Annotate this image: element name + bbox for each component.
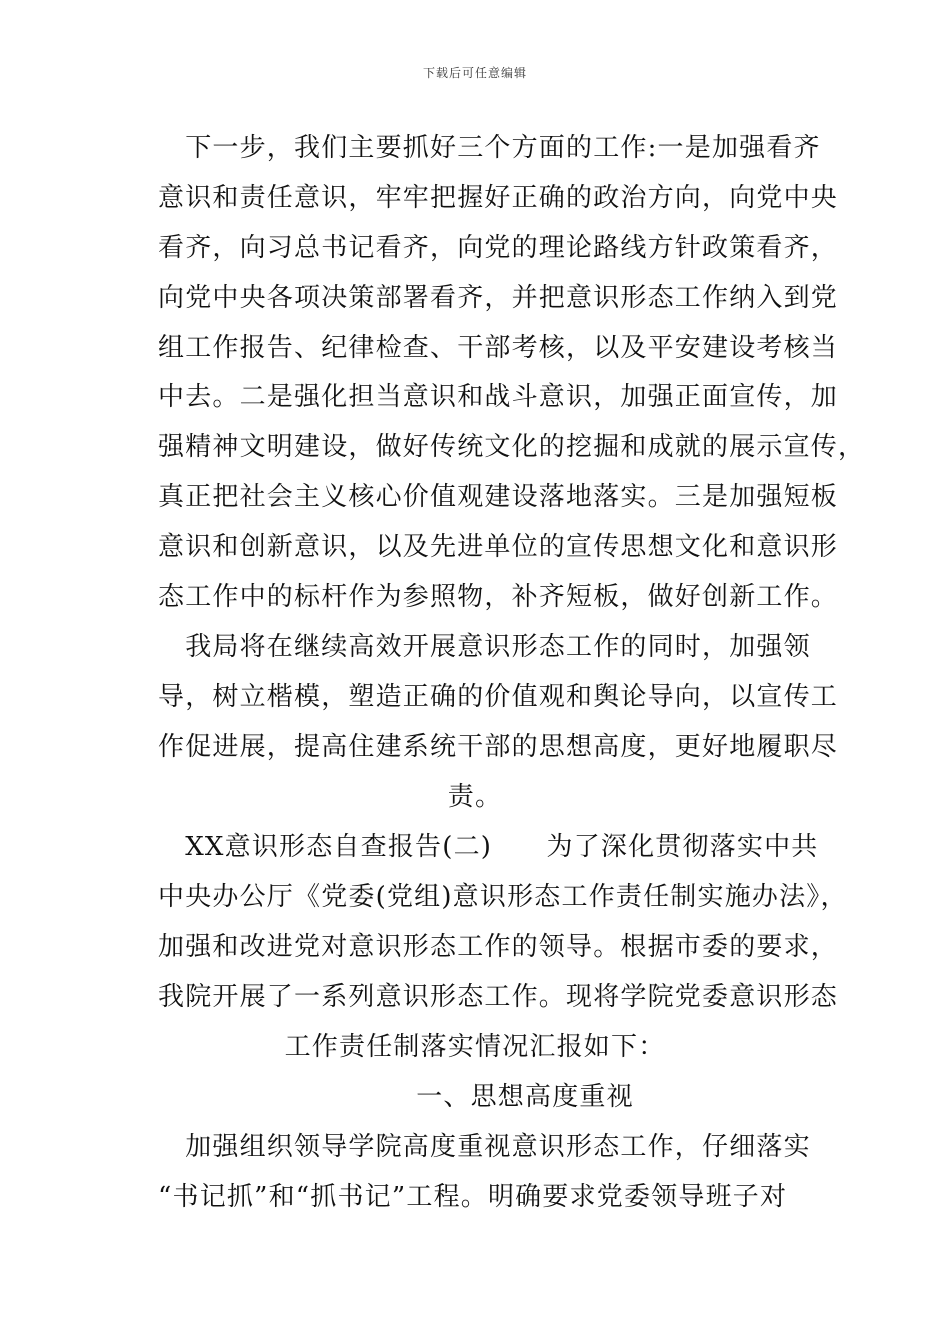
text-line: 下一步，我们主要抓好三个方面的工作:一是加强看齐 — [158, 133, 821, 163]
text-line: 意识和责任意识，牢牢把握好正确的政治方向，向党中央 — [158, 183, 839, 213]
text-line: 中去。二是强化担当意识和战斗意识，加强正面宣传，加 — [158, 382, 839, 412]
text-line: 工作责任制落实情况汇报如下： — [284, 1032, 666, 1062]
text-line: 加强和改进党对意识形态工作的领导。根据市委的要求， — [158, 932, 839, 962]
text-line: 责。 — [447, 782, 503, 812]
text-line: 看齐，向习总书记看齐，向党的理论路线方针政策看齐， — [158, 233, 839, 263]
text-line: 强精神文明建设，做好传统文化的挖掘和成就的展示宣传， — [158, 432, 866, 462]
text-line: 我院开展了一系列意识形态工作。现将学院党委意识形态 — [158, 982, 839, 1012]
text-line: XX意识形态自查报告(二) 为了深化贯彻落实中共 — [158, 832, 819, 862]
text-line: “书记抓”和“抓书记”工程。明确要求党委领导班子对 — [158, 1182, 788, 1212]
text-line: 态工作中的标杆作为参照物，补齐短板，做好创新工作。 — [158, 582, 839, 612]
text-line: 中央办公厅《党委(党组)意识形态工作责任制实施办法》， — [158, 882, 848, 912]
page-header: 下载后可任意编辑 — [422, 66, 527, 80]
text-line: 向党中央各项决策部署看齐，并把意识形态工作纳入到党 — [158, 283, 839, 313]
text-line: 意识和创新意识，以及先进单位的宣传思想文化和意识形 — [158, 532, 839, 562]
text-line: 导，树立楷模，塑造正确的价值观和舆论导向，以宣传工 — [158, 682, 839, 712]
text-line: 加强组织领导学院高度重视意识形态工作，仔细落实 — [158, 1132, 811, 1162]
section-heading: 一、思想高度重视 — [416, 1082, 634, 1112]
text-line: 作促进展，提高住建系统干部的思想高度，更好地履职尽 — [158, 732, 839, 762]
text-line: 组工作报告、纪律检查、干部考核，以及平安建设考核当 — [158, 333, 839, 363]
text-line: 我局将在继续高效开展意识形态工作的同时，加强领 — [158, 632, 811, 662]
text-line: 真正把社会主义核心价值观建设落地落实。三是加强短板 — [158, 482, 839, 512]
